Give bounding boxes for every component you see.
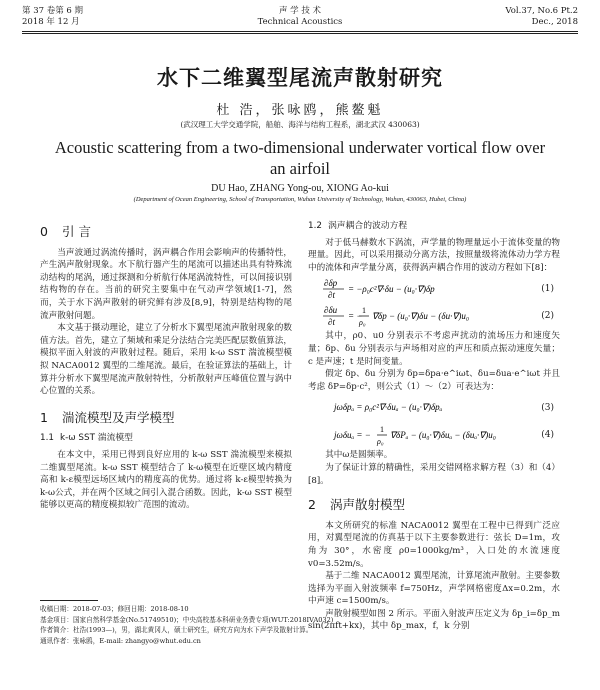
equation-2	[308, 303, 560, 328]
svg-text:= −: = −	[348, 311, 363, 322]
section-title: 涡声散射模型	[330, 497, 406, 513]
svg-text:∂δu: ∂δu	[324, 305, 338, 316]
equation-number: (4)	[541, 430, 554, 441]
title-en: Acoustic scattering from a two-dimensional underwater vortical flow over an airfoil	[54, 138, 546, 178]
scattering-paragraph-1: 本文所研究的标准 NACA0012 翼型在工程中已得到广泛应用，对翼型尾流的仿真基于以下主要参数进行：弦长 D=1m，攻角为 30°，水密度 ρ0=1000kg/m³，入口处的水流速度 v0=3.52m/s。	[308, 520, 560, 569]
section-heading-intro	[40, 226, 292, 239]
wave-eq-paragraph-5: 为了保证计算的精确性，采用交错网格求解方程（3）和（4）[8]。	[308, 462, 560, 486]
equation-3-formula	[332, 395, 542, 420]
header-rule-thin	[22, 33, 578, 34]
kw-sst-paragraph: 在本文中，采用已得到良好应用的 k-ω SST 湍流模型来模拟二维翼型尾流。k-ω SST 模型结合了 k-ω模型在近壁区域内精度高和 k-ε模型远场区域内的精度高的优势。通过将 k-ε模型转换为 k-ω公式，并在两个区域之间引入混合函数。因此，k-ω SST 模型能够以更高的精度模拟较广范围的流动。	[40, 449, 292, 511]
corresponding-author: 通讯作者：张咏鸥，E-mail: zhangyo@whut.edu.cn	[40, 636, 201, 645]
subsection-title: k-ω SST 湍流模型	[60, 433, 133, 444]
subsection-heading-kw-sst	[40, 432, 292, 445]
wave-eq-paragraph-1: 对于低马赫数水下涡流，声学量的物理量远小于流体变量的物理量。因此，可以采用摄动分离方法，按照量级将流体动力学方程中的流体和声学量分离，获得涡声耦合作用的波动方程如下[8]：	[308, 237, 560, 273]
svg-text:∂δp: ∂δp	[324, 278, 338, 289]
wave-eq-paragraph-2: 其中，ρ0、u0 分别表示不考虑声扰动的流场压力和速度矢量；δp、δu 分别表示与声场相对应的声压和质点振动速度矢量；c 是声速；t 是时间变量。	[308, 331, 560, 367]
author-bio: 作者简介：杜浩(1993—)，男，湖北黄冈人，硕士研究生，研究方向为水下声学及散射计算。	[40, 626, 313, 635]
journal-name-en: Technical Acoustics	[257, 17, 343, 27]
intro-paragraph-2: 本文基于摄动理论，建立了分析水下翼型尾流声散射现象的数值方法。首先，建立了频域和乘足分法结合完美匹配层数值算法，模拟平面入射波的声散射过程。随后，采用 k-ω SST 湍流模型模拟 NACA0012 翼型的二维尾流。最后，在验证算法的基础上，计算并分析水下翼型尾流声散射特性，分析散射声压峰值位置与涡中心位置的关系。	[40, 323, 292, 397]
svg-text:ρ₀: ρ₀	[359, 318, 366, 328]
svg-text:1: 1	[362, 306, 366, 316]
date-en: Dec., 2018	[531, 17, 578, 27]
svg-text:= −ρ₀c²∇·δu − (u₀·∇)δp: = −ρ₀c²∇·δu − (u₀·∇)δp	[348, 284, 435, 295]
section-heading-models	[40, 409, 292, 425]
header-rule	[22, 31, 578, 32]
section-title: 引 言	[62, 224, 91, 239]
svg-text:∇δPₐ − (u₀·∇)δuₐ − (δuₐ·∇)u₀: ∇δPₐ − (u₀·∇)δuₐ − (δuₐ·∇)u₀	[390, 430, 496, 441]
authors-zh: 杜 浩，张咏鸥，熊鳌魁	[216, 103, 384, 118]
equation-number: (1)	[541, 284, 554, 295]
svg-text:∇δp − (u₀·∇)δu − (δu·∇)u₀: ∇δp − (u₀·∇)δu − (δu·∇)u₀	[372, 311, 470, 322]
subsection-number: 1.1	[40, 433, 54, 444]
svg-text:1: 1	[380, 425, 384, 435]
intro-paragraph-1: 当声波通过涡流传播时，涡声耦合作用会影响声的传播特性，产生涡声散射现象。水下航行器产生的尾流可以描述出具有特殊流动结构的尾涡，通过探测和分析航行体尾涡流特性，可以间接识别结构物的存在。当前的研究主要集中在气动声学领域[1-7]，然而，关于水下涡声散射的研究鲜有涉及[8,9]，特别是结构物的尾流声散射问题。	[40, 247, 292, 321]
fund-info: 基金项目：国家自然科学基金(No.51749510)；中央高校基本科研业务费专项(WUT:2018IVA032)	[40, 615, 334, 624]
section-number: 1	[40, 409, 48, 425]
equation-1	[308, 276, 560, 301]
received-date: 收稿日期：2018-07-03；修回日期：2018-08-10	[40, 605, 189, 613]
scattering-paragraph-3: 声散射模型如图 2 所示。平面入射波声压定义为 δp_i=δp_m sin(2πft+kx)，其中 δp_max，f，k 分别	[308, 608, 560, 632]
equation-3	[308, 395, 560, 420]
affiliation-zh: (武汉理工大学交通学院，船舶、海洋与结构工程系，湖北武汉 430063)	[180, 120, 420, 129]
date-zh: 2018 年 12 月	[22, 17, 80, 27]
left-column	[40, 218, 292, 512]
authors-en: DU Hao, ZHANG Yong-ou, XIONG Ao-kui	[211, 183, 389, 194]
wave-eq-paragraph-3: 假定 δp、δu 分别为 δp=δpa·e^iωt、δu=δua·e^iωt 并且考虑 δP=δp·c²，则公式（1）～（2）可表达为：	[308, 369, 560, 392]
scattering-paragraph-2: 基于二维 NACA0012 翼型尾流，计算尾流声散射。主要参数选择为平面入射波频率 f=750Hz，声学网格密度Δx=0.2m，水中声速 c=1500m/s。	[308, 571, 560, 607]
subsection-number: 1.2	[308, 221, 322, 231]
journal-name-zh: 声 学 技 术	[278, 6, 322, 16]
subsection-heading-wave-eq	[308, 220, 560, 233]
section-heading-scattering-model	[308, 499, 560, 512]
subsection-title: 涡声耦合的波动方程	[328, 221, 408, 231]
equation-4	[308, 422, 560, 447]
wave-eq-paragraph-4: 其中ω是圆频率。	[325, 450, 393, 461]
affiliation-en: (Department of Ocean Engineering, School of Transportation, Wuhan University of Technology, Wuhan, 430063, Hubei, China)	[133, 196, 467, 203]
equation-2-formula	[322, 303, 542, 328]
footnote	[40, 604, 334, 646]
section-title: 湍流模型及声学模型	[62, 409, 175, 425]
svg-text:jωδuₐ = −: jωδuₐ = −	[334, 430, 371, 441]
svg-text:∂t: ∂t	[328, 317, 335, 328]
volume-issue: 第 37 卷第 6 期	[22, 6, 84, 16]
volume-issue-en: Vol.37, No.6 Pt.2	[505, 6, 578, 16]
equation-4-formula	[332, 422, 552, 447]
svg-text:jωδpₐ = ρ₀c²∇·δuₐ − (u₀·∇)δpₐ: jωδpₐ = ρ₀c²∇·δuₐ − (u₀·∇)δpₐ	[334, 402, 443, 413]
footnote-rule	[40, 600, 98, 601]
equation-number: (3)	[541, 403, 554, 414]
running-header	[22, 6, 578, 32]
section-number: 0	[40, 224, 48, 239]
svg-text:∂t: ∂t	[328, 290, 335, 301]
equation-number: (2)	[541, 311, 554, 322]
section-number: 2	[308, 497, 316, 513]
right-column	[308, 218, 560, 633]
title-zh: 水下二维翼型尾流声散射研究	[157, 66, 443, 90]
svg-text:ρ₀: ρ₀	[377, 437, 384, 447]
equation-1-formula	[322, 276, 522, 301]
